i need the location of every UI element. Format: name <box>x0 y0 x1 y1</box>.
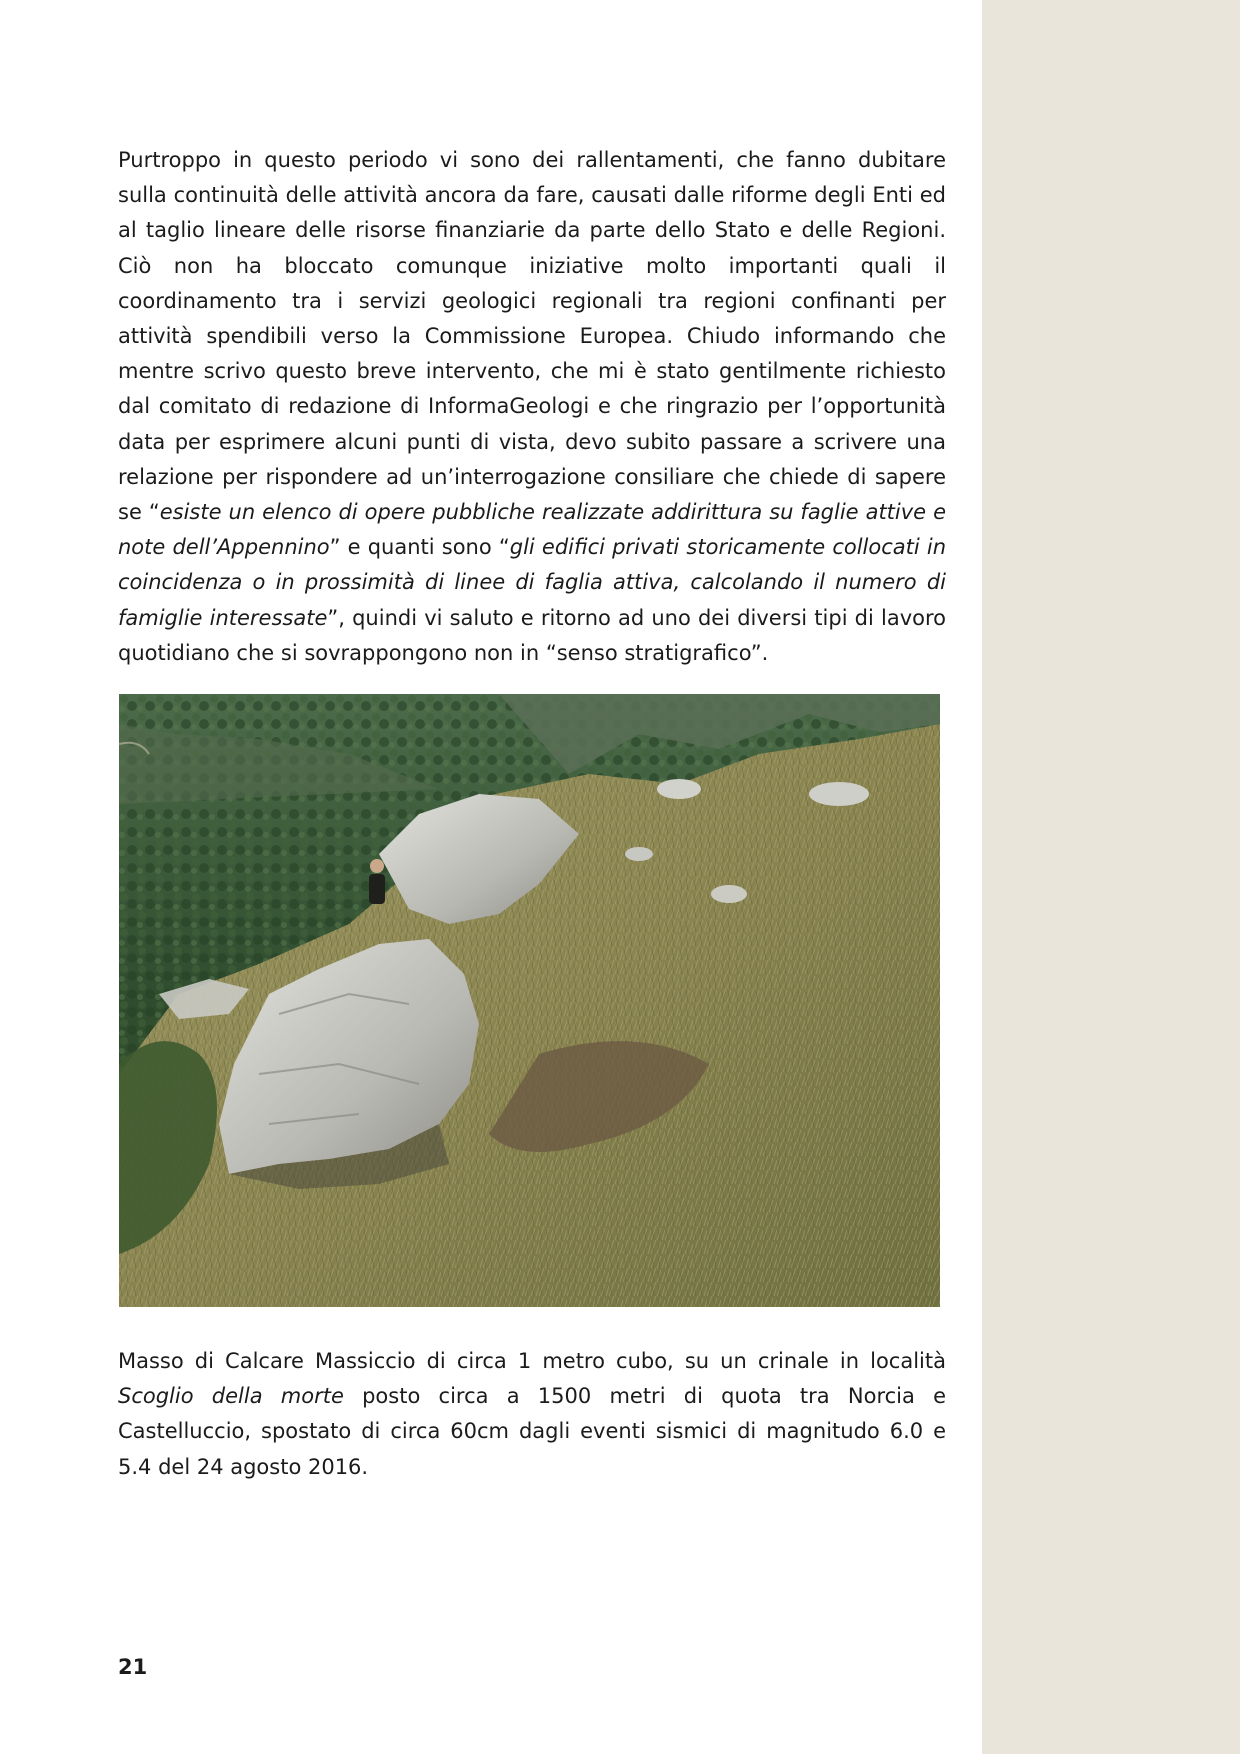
body-paragraph <box>118 143 946 671</box>
body-quote-2: gli edifici privati storicamente collocati in coincidenza o in prossimità di linee di faglia attiva, calcolando il numero di famiglie interessate <box>118 535 947 630</box>
side-band <box>982 0 1240 1754</box>
caption-place: Scoglio della morte <box>118 1384 344 1409</box>
photo-caption <box>118 1344 946 1485</box>
caption-part-2: posto circa a 1500 metri di quota tra Norcia e Castelluccio, spostato di circa 60cm dagli eventi sismici di magnitudo 6.0 e 5.4 del 24 agosto 2016. <box>118 1384 946 1479</box>
body-quote-1: esiste un elenco di opere pubbliche realizzate addirittura su faglie attive e note dell’Appennino <box>118 500 947 560</box>
body-text-part-2: ” e quanti sono “ <box>329 535 510 560</box>
body-text-part-3: ”, quindi vi saluto e ritorno ad uno dei diversi tipi di lavoro quotidiano che si sovrappongono non in “senso stratigrafico”. <box>118 605 946 665</box>
limestone-boulder-photo <box>119 694 940 1307</box>
page-number: 21 <box>118 1655 148 1679</box>
body-text-part-1: Purtroppo in questo periodo vi sono dei rallentamenti, che fanno dubitare sulla continuità delle attività ancora da fare, causati dalle riforme degli Enti ed al taglio lineare delle risorse finanziarie da parte dello Stato e delle Regioni. Ciò non ha bloccato comunque iniziative molto importanti quali il coordinamento tra i servizi geologici regionali tra regioni confinanti per attività spendibili verso la Commissione Europea. Chiudo informando che mentre scrivo questo breve intervento, che mi è stato gentilmente richiesto dal comitato di redazione di InformaGeologi e che ringrazio per l’opportunità data per esprimere alcuni punti di vista, devo subito passare a scrivere una relazione per rispondere ad un’interrogazione consiliare che chiede di sapere se “ <box>118 148 946 525</box>
caption-part-1: Masso di Calcare Massiccio di circa 1 metro cubo, su un crinale in località <box>118 1349 946 1373</box>
